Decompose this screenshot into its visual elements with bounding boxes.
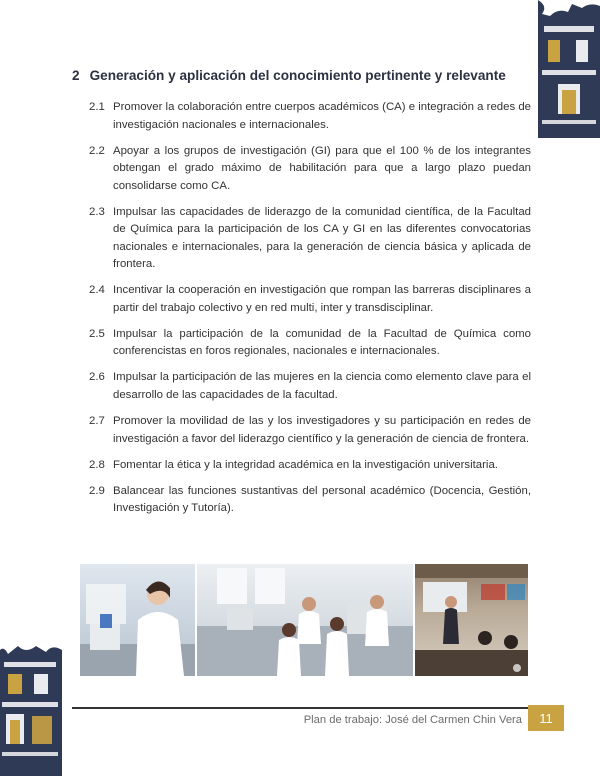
building-illustration-bottom <box>0 636 62 776</box>
item-number: 2.2 <box>89 144 105 157</box>
page-number: 11 <box>528 705 564 731</box>
item-text: Balancear las funciones sustantivas del personal académico (Docencia, Gestión, Investigación y Tutoría). <box>113 484 531 515</box>
photo-classroom <box>415 564 528 676</box>
item-text: Impulsar la participación de las mujeres en la ciencia como elemento clave para el desarrollo de las capacidades de la facultad. <box>113 371 531 401</box>
item-text: Promover la colaboración entre cuerpos académicos (CA) e integración a redes de investigación nacionales e internacionales. <box>113 101 531 131</box>
photo-lab-researcher <box>80 564 195 676</box>
item-text: Incentivar la cooperación en investigación que rompan las barreras disciplinares a partir del trabajo colectivo y en red multi, inter y transdisciplinar. <box>113 284 531 314</box>
section-heading <box>72 68 542 83</box>
list-item <box>89 457 531 475</box>
list-item <box>89 413 531 448</box>
list-item <box>89 369 531 404</box>
item-text: Promover la movilidad de las y los investigadores y su participación en redes de investigación a favor del liderazgo científico y la generación de ciencia de frontera. <box>113 415 531 445</box>
item-number: 2.8 <box>89 458 105 471</box>
section-title: Generación y aplicación del conocimiento pertinente y relevante <box>89 68 506 83</box>
section-number: 2 <box>72 68 80 83</box>
list-item <box>89 143 531 196</box>
item-text: Impulsar las capacidades de liderazgo de la comunidad científica, de la Facultad de Química para la participación de los CA y GI en las diferentes convocatorias nacionales e internacionales, para la generación de ciencia básica y aplicada de frontera. <box>113 205 531 271</box>
list-item <box>89 326 531 361</box>
objectives-list <box>89 99 531 526</box>
list-item <box>89 99 531 134</box>
footer-divider <box>72 707 528 709</box>
photo-lab-group <box>197 564 413 676</box>
item-number: 2.5 <box>89 327 105 340</box>
footer-text: Plan de trabajo: José del Carmen Chin Vera <box>303 714 522 726</box>
list-item <box>89 282 531 317</box>
item-text: Fomentar la ética y la integridad académica en la investigación universitaria. <box>113 458 498 471</box>
item-number: 2.3 <box>89 205 105 218</box>
item-text: Impulsar la participación de la comunidad de la Facultad de Química como conferencistas en foros regionales, nacionales e internacionales. <box>113 327 531 358</box>
item-number: 2.7 <box>89 415 105 428</box>
item-text: Apoyar a los grupos de investigación (GI) para que el 100 % de los integrantes obtengan el grado máximo de habilitación para que a largo plazo puedan consolidarse como CA. <box>113 144 531 192</box>
item-number: 2.6 <box>89 371 105 384</box>
photo-strip <box>80 564 528 676</box>
list-item <box>89 204 531 274</box>
item-number: 2.4 <box>89 284 105 297</box>
building-illustration-top <box>538 0 600 138</box>
item-number: 2.9 <box>89 484 105 497</box>
list-item <box>89 483 531 518</box>
item-number: 2.1 <box>89 101 105 113</box>
